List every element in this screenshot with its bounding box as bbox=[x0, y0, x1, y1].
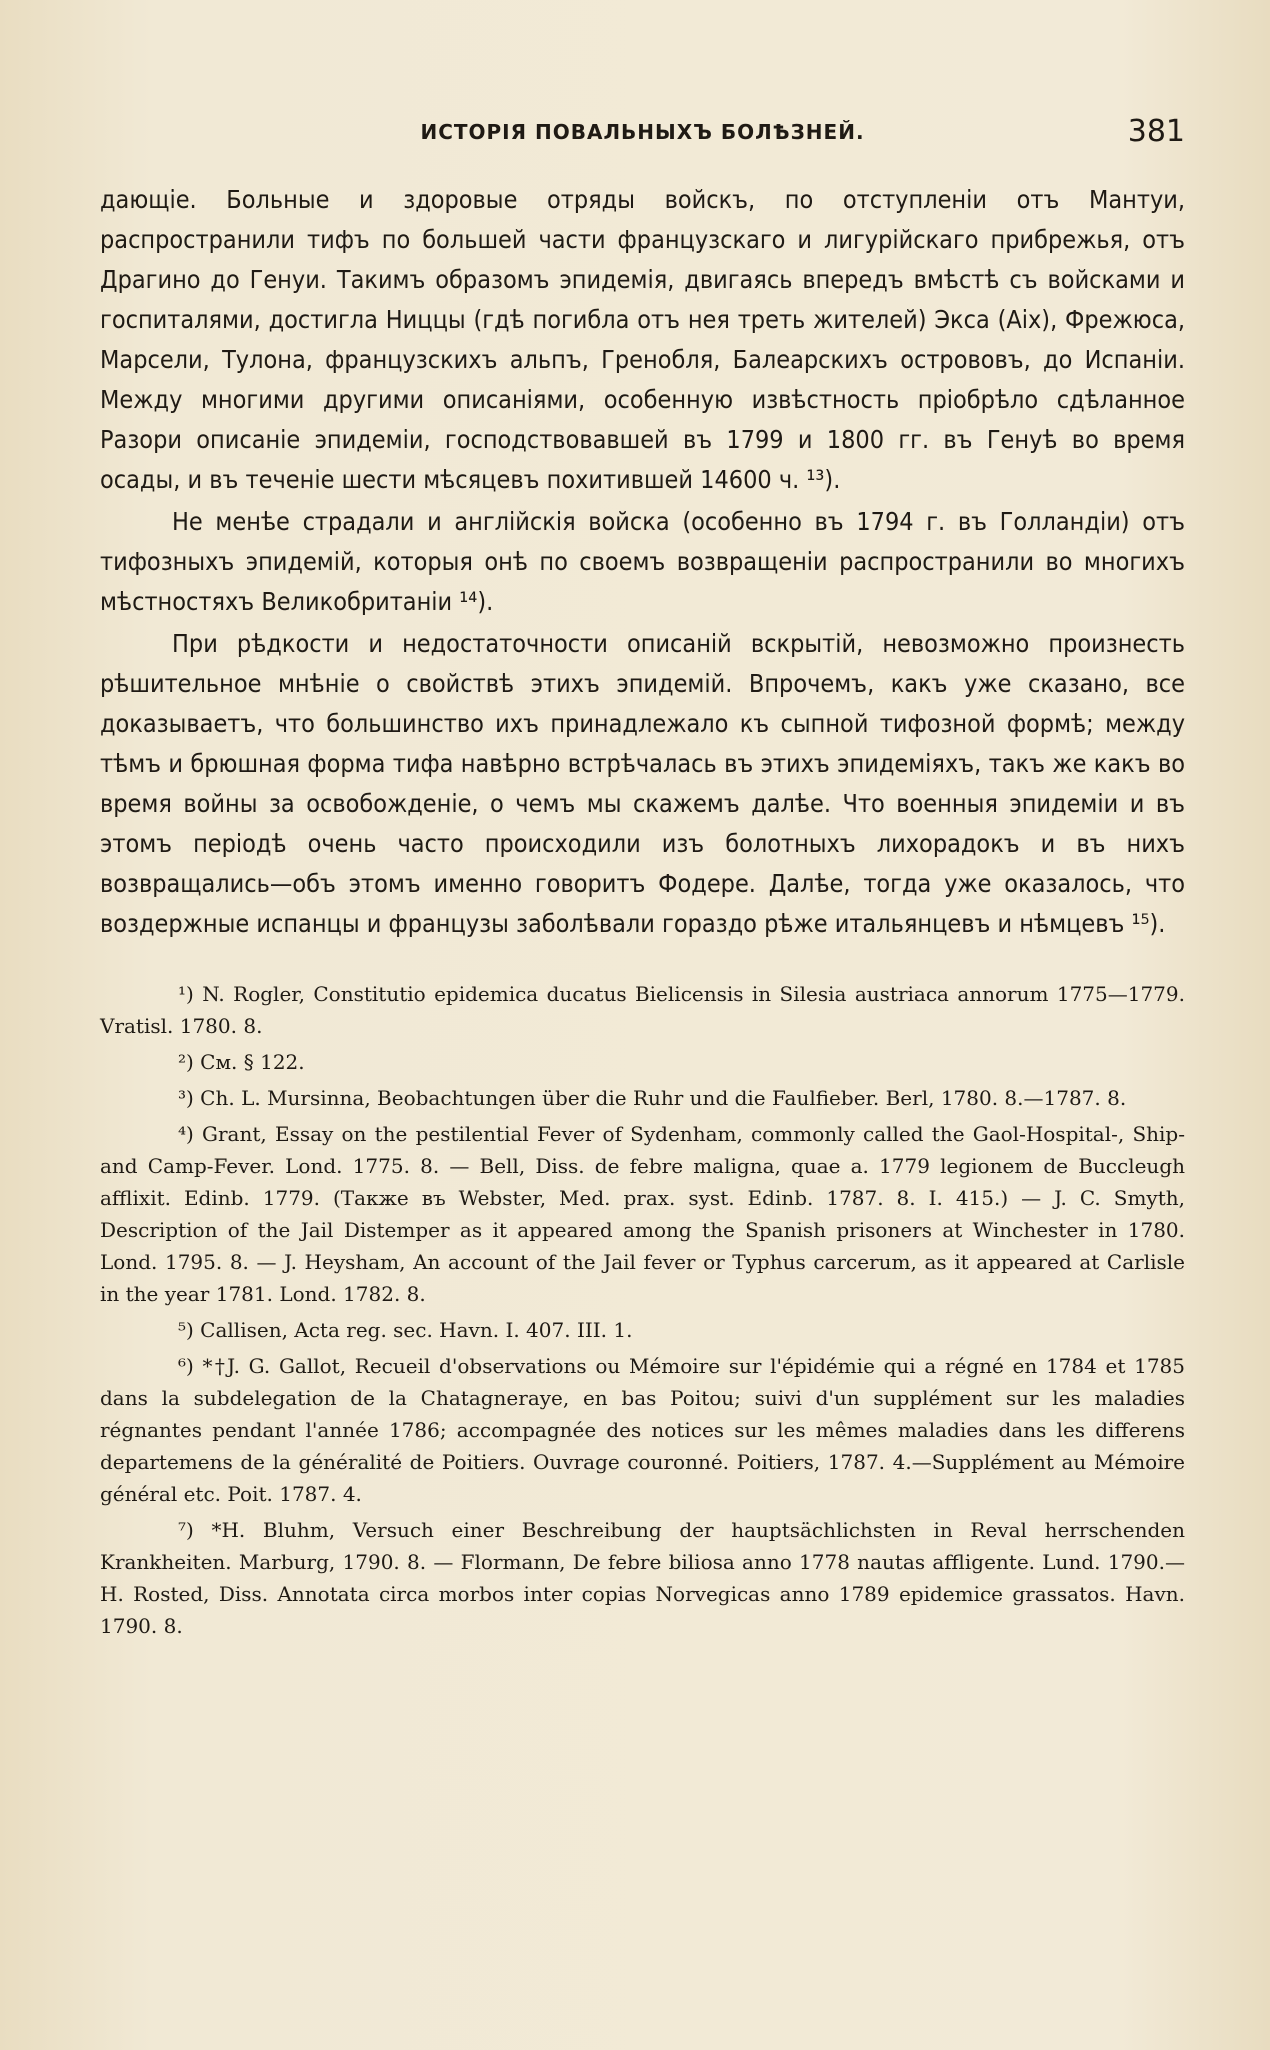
footnotes bbox=[100, 978, 1185, 1642]
footnote: ⁴) Grant, Essay on the pestilential Fever of Sydenham, commonly called the Gaol-Hospital-, Ship-and Camp-Fever. Lond. 1775. 8. — Bell, Diss. de febre maligna, quae a. 1779 legionem de Buccleugh afflixit. Edinb. 1779. (Также въ Webster, Med. prax. syst. Edinb. 1787. 8. I. 415.) — J. C. Smyth, Description of the Jail Distemper as it appeared among the Spanish prisoners at Winchester in 1780. Lond. 1795. 8. — J. Heysham, An account of the Jail fever or Typhus carcerum, as it appeared at Carlisle in the year 1781. Lond. 1782. 8. bbox=[100, 1122, 1185, 1306]
footnote: ⁶) *†J. G. Gallot, Recueil d'observations ou Mémoire sur l'épidémie qui a régné en 1784 et 1785 dans la subdelegation de la Chatagneraye, en bas Poitou; suivi d'un supplément sur les maladies régnantes pendant l'année 1786; accompagnée des notices sur les mêmes maladies dans les differens departemens de la généralité de Poitiers. Ouvrage couronné. Poitiers, 1787. 4.—Supplément au Mémoire général etc. Poit. 1787. 4. bbox=[100, 1354, 1185, 1506]
main-text bbox=[100, 180, 1185, 944]
footnote: ⁷) *H. Bluhm, Versuch einer Beschreibung der hauptsächlichsten in Reval herrschenden Krankheiten. Marburg, 1790. 8. — Flormann, De febre biliosa anno 1778 nautas affligente. Lund. 1790.—H. Rosted, Diss. Annotata circa morbos inter copias Norvegicas anno 1789 epidemice grassatos. Havn. 1790. 8. bbox=[100, 1518, 1185, 1638]
footnote: ³) Ch. L. Mursinna, Beobachtungen über die Ruhr und die Faulfieber. Berl, 1780. 8.—1787. 8. bbox=[178, 1086, 1127, 1110]
footnote: ⁵) Callisen, Acta reg. sec. Havn. I. 407. III. 1. bbox=[178, 1318, 633, 1342]
paragraph: Не менѣе страдали и англійскія войска (особенно въ 1794 г. въ Голландіи) отъ тифозныхъ эпидемій, которыя онѣ по своемъ возвращеніи распространили во многихъ мѣстностяхъ Великобританіи ¹⁴). bbox=[100, 507, 1185, 616]
paragraph: дающіе. Больные и здоровые отряды войскъ, по отступленіи отъ Мантуи, распространили тифъ по большей части французскаго и лигурійскаго прибрежья, отъ Драгино до Генуи. Такимъ образомъ эпидемія, двигаясь впередъ вмѣстѣ съ войсками и госпиталями, достигла Ниццы (гдѣ погибла отъ нея треть жителей) Экса (Aix), Фрежюса, Марсели, Тулона, французскихъ альпъ, Гренобля, Балеарскихъ острововъ, до Испаніи. Между многими другими описаніями, особенную извѣстность пріобрѣло сдѣланное Разори описаніе эпидеміи, господствовавшей въ 1799 и 1800 гг. въ Генуѣ во время осады, и въ теченіе шести мѣсяцевъ похитившей 14600 ч. ¹³). bbox=[100, 185, 1185, 494]
footnote: ¹) N. Rogler, Constitutio epidemica ducatus Bielicensis in Silesia austriaca annorum 1775—1779. Vratisl. 1780. 8. bbox=[100, 982, 1185, 1038]
page-number: 381 bbox=[1127, 114, 1185, 149]
footnote: ²) См. § 122. bbox=[178, 1050, 305, 1074]
paragraph: При рѣдкости и недостаточности описаній вскрытій, невозможно произнесть рѣшительное мнѣніе о свойствѣ этихъ эпидемій. Впрочемъ, какъ уже сказано, все доказываетъ, что большинство ихъ принадлежало къ сыпной тифозной формѣ; между тѣмъ и брюшная форма тифа навѣрно встрѣчалась въ этихъ эпидеміяхъ, такъ же какъ во время войны за освобожденіе, о чемъ мы скажемъ далѣе. Что военныя эпидеміи и въ этомъ періодѣ очень часто происходили изъ болотныхъ лихорадокъ и въ нихъ возвращались—объ этомъ именно говоритъ Фодере. Далѣе, тогда уже оказалось, что воздержные испанцы и французы заболѣвали гораздо рѣже итальянцевъ и нѣмцевъ ¹⁵). bbox=[100, 629, 1185, 938]
page-header bbox=[100, 108, 1185, 156]
running-head: ИСТОРІЯ ПОВАЛЬНЫХЪ БОЛѢЗНЕЙ. bbox=[420, 120, 865, 144]
